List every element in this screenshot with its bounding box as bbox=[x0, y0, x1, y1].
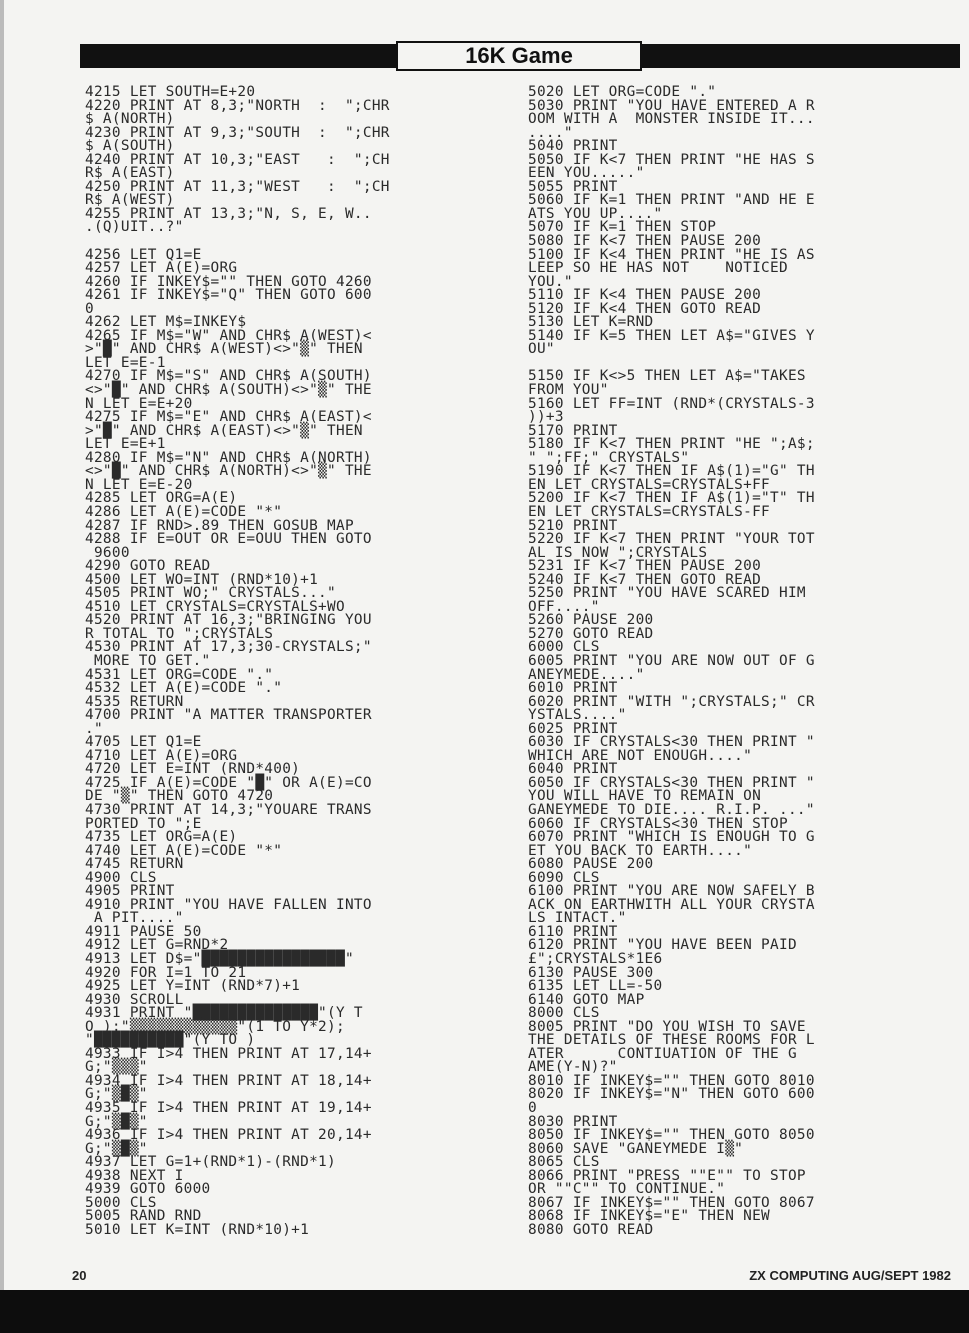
code-line: 8065 CLS bbox=[528, 1154, 600, 1171]
code-line: LET E=E-1 bbox=[85, 354, 166, 371]
section-header bbox=[80, 44, 960, 68]
code-line: 8067 IF INKEY$="" THEN GOTO 8067 bbox=[528, 1194, 815, 1211]
code-line: THE DETAILS OF THESE ROOMS FOR L bbox=[528, 1032, 815, 1049]
code-line: R TOTAL TO ";CRYSTALS bbox=[85, 625, 274, 642]
code-line: >"█" AND CHR$ A(WEST)<>"▒" THEN bbox=[85, 341, 363, 358]
code-line: 6100 PRINT "YOU ARE NOW SAFELY B bbox=[528, 883, 815, 900]
code-line: 6040 PRINT bbox=[528, 761, 618, 778]
code-line: 5260 PAUSE 200 bbox=[528, 612, 654, 629]
code-line: 6140 GOTO MAP bbox=[528, 991, 645, 1008]
code-line: R$ A(EAST) bbox=[85, 165, 175, 182]
code-line: 0 bbox=[528, 1100, 537, 1117]
code-line: ATS YOU UP...." bbox=[528, 205, 663, 222]
code-line: LEEP SO HE HAS NOT NOTICED bbox=[528, 260, 788, 277]
code-line: 4920 FOR I=1 TO 21 bbox=[85, 964, 247, 981]
code-line: 4745 RETURN bbox=[85, 856, 184, 873]
code-line: 5190 IF K<7 THEN IF A$(1)="G" TH bbox=[528, 463, 815, 480]
code-line: 4500 LET WO=INT (RND*10)+1 bbox=[85, 571, 319, 588]
code-line: <>"█" AND CHR$ A(SOUTH)<>"▒" THE bbox=[85, 382, 372, 399]
code-line: "██████████"(Y TO ) bbox=[85, 1032, 256, 1049]
code-line: ATER CONTIUATION OF THE G bbox=[528, 1045, 797, 1062]
code-line: 5240 IF K<7 THEN GOTO READ bbox=[528, 571, 762, 588]
code-line: 4530 PRINT AT 17,3;30-CRYSTALS;" bbox=[85, 639, 372, 656]
code-line: >"█" AND CHR$ A(EAST)<>"▒" THEN bbox=[85, 422, 363, 439]
code-line: AL IS NOW ";CRYSTALS bbox=[528, 544, 708, 561]
code-line: 6000 CLS bbox=[528, 639, 600, 656]
code-line: 4735 LET ORG=A(E) bbox=[85, 829, 238, 846]
code-line: 8020 IF INKEY$="N" THEN GOTO 600 bbox=[528, 1086, 815, 1103]
code-line: 6020 PRINT "WITH ";CRYSTALS;" CR bbox=[528, 693, 815, 710]
code-line: OOM WITH A MONSTER INSIDE IT... bbox=[528, 111, 815, 128]
code-line: 5231 IF K<7 THEN PAUSE 200 bbox=[528, 558, 762, 575]
code-line: 9600 bbox=[85, 544, 130, 561]
code-line: 5270 GOTO READ bbox=[528, 625, 654, 642]
code-line: 4215 LET SOUTH=E+20 bbox=[85, 84, 256, 100]
code-line: 4935 IF I>4 THEN PRINT AT 19,14+ bbox=[85, 1100, 372, 1117]
code-line: ANEYMEDE...." bbox=[528, 666, 645, 683]
page-edge bbox=[0, 0, 4, 1333]
code-line: 6010 PRINT bbox=[528, 680, 618, 697]
code-line: 5005 RAND RND bbox=[85, 1208, 202, 1225]
code-line: 4905 PRINT bbox=[85, 883, 175, 900]
code-line: R$ A(WEST) bbox=[85, 192, 175, 209]
code-line: 4280 IF M$="N" AND CHR$ A(NORTH) bbox=[85, 449, 372, 466]
code-line: EN LET CRYSTALS=CRYSTALS+FF bbox=[528, 476, 771, 493]
code-line: 8010 IF INKEY$="" THEN GOTO 8010 bbox=[528, 1072, 815, 1089]
code-line: 4535 RETURN bbox=[85, 693, 184, 710]
code-line: 5120 IF K<4 THEN GOTO READ bbox=[528, 300, 762, 317]
code-line: 5010 LET K=INT (RND*10)+1 bbox=[85, 1221, 310, 1238]
code-line: 4286 LET A(E)=CODE "*" bbox=[85, 503, 283, 520]
code-line: 6130 PAUSE 300 bbox=[528, 964, 654, 981]
code-line: O );"▒▒▒▒▒▒▒▒▒▒▒▒"(1 TO Y*2); bbox=[85, 1018, 345, 1035]
code-line: 4937 LET G=1+(RND*1)-(RND*1) bbox=[85, 1154, 336, 1171]
code-line: 6070 PRINT "WHICH IS ENOUGH TO G bbox=[528, 829, 815, 846]
code-line: 4257 LET A(E)=ORG bbox=[85, 260, 238, 277]
code-line: 4705 LET Q1=E bbox=[85, 734, 202, 751]
code-line: 8066 PRINT "PRESS ""E"" TO STOP bbox=[528, 1167, 806, 1184]
code-line: 5110 IF K<4 THEN PAUSE 200 bbox=[528, 287, 762, 304]
code-line: 4938 NEXT I bbox=[85, 1167, 184, 1184]
code-line: 4520 PRINT AT 16,3;"BRINGING YOU bbox=[85, 612, 372, 629]
code-line: YSTALS...." bbox=[528, 707, 627, 724]
code-line: 5210 PRINT bbox=[528, 517, 618, 534]
code-line: 6135 LET LL=-50 bbox=[528, 978, 663, 995]
code-line: 5140 IF K=5 THEN LET A$="GIVES Y bbox=[528, 327, 815, 344]
code-line: 4287 IF RND>.89 THEN GOSUB MAP bbox=[85, 517, 354, 534]
code-line: YOU." bbox=[528, 273, 573, 290]
code-line: 4275 IF M$="E" AND CHR$ A(EAST)< bbox=[85, 409, 372, 426]
code-line: ))+3 bbox=[528, 409, 564, 426]
code-line: OR ""C"" TO CONTINUE." bbox=[528, 1181, 726, 1198]
code-line: 8000 CLS bbox=[528, 1005, 600, 1022]
code-line: 5030 PRINT "YOU HAVE ENTERED A R bbox=[528, 97, 815, 114]
code-line: 4710 LET A(E)=ORG bbox=[85, 747, 238, 764]
code-line: 6080 PAUSE 200 bbox=[528, 856, 654, 873]
code-line: 5100 IF K<4 THEN PRINT "HE IS AS bbox=[528, 246, 815, 263]
listing-column-right bbox=[528, 86, 958, 1237]
code-line: 4931 PRINT "██████████████"(Y T bbox=[85, 1005, 363, 1022]
code-line: 4912 LET G=RND*2 bbox=[85, 937, 229, 954]
code-line: 6005 PRINT "YOU ARE NOW OUT OF G bbox=[528, 652, 815, 669]
code-line: 8005 PRINT "DO YOU WISH TO SAVE bbox=[528, 1018, 806, 1035]
code-line: 4930 SCROLL bbox=[85, 991, 184, 1008]
code-line: N LET E=E-20 bbox=[85, 476, 193, 493]
code-line: DE "▒" THEN GOTO 4720 bbox=[85, 788, 274, 805]
code-line: 5170 PRINT bbox=[528, 422, 618, 439]
code-line: AME(Y-N)?" bbox=[528, 1059, 618, 1076]
code-line: 5160 LET FF=INT (RND*(CRYSTALS-3 bbox=[528, 395, 815, 412]
code-line: EEN YOU....." bbox=[528, 165, 645, 182]
code-line: G;"▒▒▒" bbox=[85, 1059, 148, 1076]
code-line: A PIT...." bbox=[85, 910, 184, 927]
code-line: $ A(NORTH) bbox=[85, 111, 175, 128]
code-line: 4900 CLS bbox=[85, 869, 157, 886]
code-line: 6120 PRINT "YOU HAVE BEEN PAID bbox=[528, 937, 797, 954]
code-line: ...." bbox=[528, 124, 573, 141]
code-line: 5220 IF K<7 THEN PRINT "YOUR TOT bbox=[528, 531, 815, 548]
code-line: 5000 CLS bbox=[85, 1194, 157, 1211]
code-line: ." bbox=[85, 720, 103, 737]
code-line: EN LET CRYSTALS=CRYSTALS-FF bbox=[528, 503, 771, 520]
code-line: OU" bbox=[528, 341, 555, 358]
code-line: 4288 IF E=OUT OR E=OUU THEN GOTO bbox=[85, 531, 372, 548]
code-line: 4255 PRINT AT 13,3;"N, S, E, W.. bbox=[85, 205, 372, 222]
code-line: 5130 LET K=RND bbox=[528, 314, 654, 331]
code-line: 4925 LET Y=INT (RND*7)+1 bbox=[85, 978, 301, 995]
code-line: 4290 GOTO READ bbox=[85, 558, 211, 575]
code-line: 4256 LET Q1=E bbox=[85, 246, 202, 263]
code-line: 6110 PRINT bbox=[528, 923, 618, 940]
code-line: 5020 LET ORG=CODE "." bbox=[528, 84, 717, 100]
code-line: 4730 PRINT AT 14,3;"YOUARE TRANS bbox=[85, 801, 372, 818]
code-line: 4939 GOTO 6000 bbox=[85, 1181, 211, 1198]
code-line: 4936 IF I>4 THEN PRINT AT 20,14+ bbox=[85, 1127, 372, 1144]
code-line: 8080 GOTO READ bbox=[528, 1221, 654, 1238]
code-line: 4505 PRINT WO;" CRYSTALS..." bbox=[85, 585, 336, 602]
code-line: 4265 IF M$="W" AND CHR$ A(WEST)< bbox=[85, 327, 372, 344]
code-line: G;"▒█▒" bbox=[85, 1140, 148, 1157]
code-line: FROM YOU" bbox=[528, 382, 609, 399]
code-line: <>"█" AND CHR$ A(NORTH)<>"▒" THE bbox=[85, 463, 372, 480]
code-line: 4910 PRINT "YOU HAVE FALLEN INTO bbox=[85, 896, 372, 913]
code-line: YOU WILL HAVE TO REMAIN ON bbox=[528, 788, 762, 805]
code-line: 8030 PRINT bbox=[528, 1113, 618, 1130]
code-line: " ";FF;" CRYSTALS" bbox=[528, 449, 690, 466]
code-line: 5150 IF K<>5 THEN LET A$="TAKES bbox=[528, 368, 806, 385]
code-line: WHICH ARE NOT ENOUGH...." bbox=[528, 747, 753, 764]
code-line: 4531 LET ORG=CODE "." bbox=[85, 666, 274, 683]
code-line: 4700 PRINT "A MATTER TRANSPORTER bbox=[85, 707, 372, 724]
code-line: 4270 IF M$="S" AND CHR$ A(SOUTH) bbox=[85, 368, 372, 385]
code-line: 4911 PAUSE 50 bbox=[85, 923, 202, 940]
code-line: 5070 IF K=1 THEN STOP bbox=[528, 219, 717, 236]
code-line: 4725 IF A(E)=CODE "█" OR A(E)=CO bbox=[85, 774, 372, 791]
code-line: 4934 IF I>4 THEN PRINT AT 18,14+ bbox=[85, 1072, 372, 1089]
magazine-credit: ZX COMPUTING AUG/SEPT 1982 bbox=[749, 1268, 951, 1283]
page-number: 20 bbox=[72, 1268, 87, 1283]
listing-column-left bbox=[85, 86, 515, 1237]
code-line: 4262 LET M$=INKEY$ bbox=[85, 314, 247, 331]
code-line: 4250 PRINT AT 11,3;"WEST : ";CH bbox=[85, 178, 390, 195]
code-line: PORTED TO ";E bbox=[85, 815, 202, 832]
code-line: 4740 LET A(E)=CODE "*" bbox=[85, 842, 283, 859]
code-line: 5250 PRINT "YOU HAVE SCARED HIM bbox=[528, 585, 806, 602]
code-line: GANEYMEDE TO DIE.... R.I.P. ..." bbox=[528, 801, 815, 818]
code-line: 4933 IF I>4 THEN PRINT AT 17,14+ bbox=[85, 1045, 372, 1062]
code-line: 6050 IF CRYSTALS<30 THEN PRINT " bbox=[528, 774, 815, 791]
code-line: 5060 IF K=1 THEN PRINT "AND HE E bbox=[528, 192, 815, 209]
code-line: 5050 IF K<7 THEN PRINT "HE HAS S bbox=[528, 151, 815, 168]
code-line: 6090 CLS bbox=[528, 869, 600, 886]
code-line: LET E=E+1 bbox=[85, 436, 166, 453]
code-line: ACK ON EARTHWITH ALL YOUR CRYSTA bbox=[528, 896, 815, 913]
code-line: 5180 IF K<7 THEN PRINT "HE ";A$; bbox=[528, 436, 815, 453]
code-line: 5080 IF K<7 THEN PAUSE 200 bbox=[528, 233, 762, 250]
code-line: .(Q)UIT..?" bbox=[85, 219, 184, 236]
code-line: 5055 PRINT bbox=[528, 178, 618, 195]
code-line: 4532 LET A(E)=CODE "." bbox=[85, 680, 283, 697]
code-line: MORE TO GET." bbox=[85, 652, 211, 669]
code-line: 0 bbox=[85, 300, 94, 317]
code-line: OFF...." bbox=[528, 598, 600, 615]
code-line: 4220 PRINT AT 8,3;"NORTH : ";CHR bbox=[85, 97, 390, 114]
code-line: $ A(SOUTH) bbox=[85, 138, 175, 155]
code-line: 6030 IF CRYSTALS<30 THEN PRINT " bbox=[528, 734, 815, 751]
code-line: 4240 PRINT AT 10,3;"EAST : ";CH bbox=[85, 151, 390, 168]
code-line: £";CRYSTALS*1E6 bbox=[528, 951, 663, 967]
code-line: 4261 IF INKEY$="Q" THEN GOTO 600 bbox=[85, 287, 372, 304]
code-line: 4510 LET CRYSTALS=CRYSTALS+WO bbox=[85, 598, 345, 615]
code-line: ET YOU BACK TO EARTH...." bbox=[528, 842, 753, 859]
code-line: 8050 IF INKEY$="" THEN GOTO 8050 bbox=[528, 1127, 815, 1144]
header-rule-right bbox=[642, 44, 960, 68]
code-line: 4913 LET D$="████████████████" bbox=[85, 951, 354, 967]
code-line: 5040 PRINT bbox=[528, 138, 618, 155]
code-line: 6025 PRINT bbox=[528, 720, 618, 737]
code-line: G;"▒█▒" bbox=[85, 1086, 148, 1103]
bottom-border bbox=[0, 1290, 969, 1333]
code-line: 6060 IF CRYSTALS<30 THEN STOP bbox=[528, 815, 788, 832]
code-line: 4285 LET ORG=A(E) bbox=[85, 490, 238, 507]
code-line: 4720 LET E=INT (RND*400) bbox=[85, 761, 301, 778]
section-title: 16K Game bbox=[396, 41, 642, 71]
code-line: 4260 IF INKEY$="" THEN GOTO 4260 bbox=[85, 273, 372, 290]
code-line: 8068 IF INKEY$="E" THEN NEW bbox=[528, 1208, 771, 1225]
header-rule-left bbox=[80, 44, 396, 68]
code-line: G;"▒█▒" bbox=[85, 1113, 148, 1130]
code-line: 5200 IF K<7 THEN IF A$(1)="T" TH bbox=[528, 490, 815, 507]
code-line: LS INTACT." bbox=[528, 910, 627, 927]
code-line: N LET E=E+20 bbox=[85, 395, 193, 412]
code-line: 4230 PRINT AT 9,3;"SOUTH : ";CHR bbox=[85, 124, 390, 141]
code-line: 8060 SAVE "GANEYMEDE I▒" bbox=[528, 1140, 744, 1157]
